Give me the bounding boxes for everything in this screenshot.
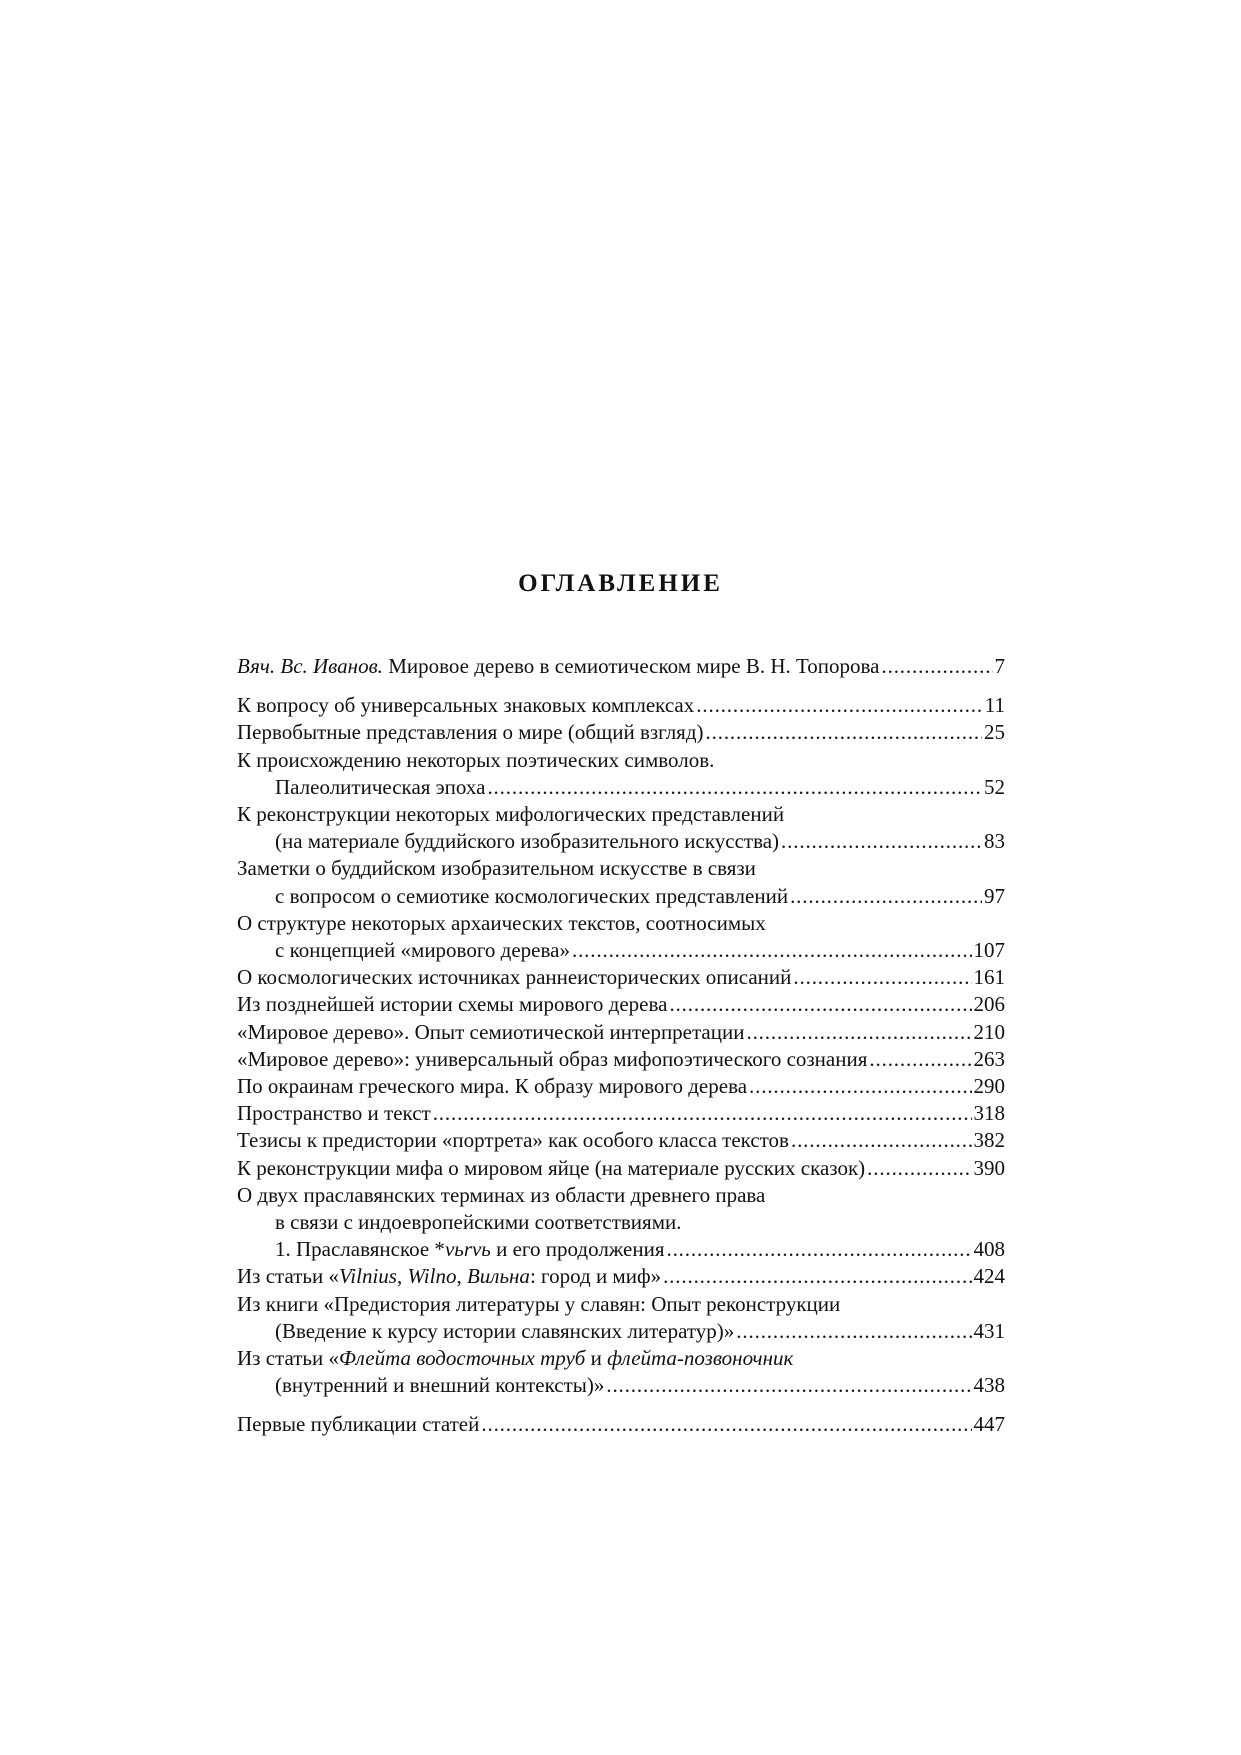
- toc-entry-title: «Мировое дерево». Опыт семиотической интерпретации: [237, 1019, 745, 1044]
- italic-term: Вильна: [466, 1264, 530, 1289]
- toc-entry-line: Из книги «Предистория литературы у славян: Опыт реконструкции: [237, 1291, 841, 1316]
- toc-entry[interactable]: [237, 855, 1005, 909]
- toc-entry-title: с вопросом о семиотике космологических представлений: [275, 883, 789, 908]
- table-of-contents: [237, 653, 1005, 1439]
- toc-entry-title: Палеолитическая эпоха: [275, 774, 486, 799]
- dot-leader: [791, 1127, 972, 1154]
- dot-leader: [663, 1263, 971, 1290]
- toc-entry-line: К происхождению некоторых поэтических символов.: [237, 747, 715, 772]
- toc-entry-line: К реконструкции некоторых мифологических представлений: [237, 802, 785, 827]
- toc-entry[interactable]: [237, 692, 1005, 719]
- toc-entry-title: (Введение к курсу истории славянских литератур)»: [275, 1318, 735, 1343]
- dot-leader: [572, 937, 972, 964]
- toc-entry[interactable]: [237, 1345, 1005, 1399]
- toc-page-number: 107: [973, 938, 1005, 963]
- toc-entry-line: Из статьи «Флейта водосточных труб и флейта-позвоночник: [237, 1346, 794, 1371]
- dot-leader: [869, 1046, 971, 1073]
- toc-entry-title: (на материале буддийского изобразительного искусства): [275, 829, 780, 854]
- toc-entry-title: Из позднейшей истории схемы мирового дерева: [237, 992, 668, 1017]
- toc-entry[interactable]: [237, 1073, 1005, 1100]
- toc-entry-title: К вопросу об универсальных знаковых комплексах: [237, 693, 695, 718]
- dot-leader: [746, 1019, 971, 1046]
- toc-entry-line: Заметки о буддийском изобразительном искусстве в связи: [237, 856, 756, 881]
- toc-entry-title: Тезисы к предистории «портрета» как особого класса текстов: [237, 1128, 789, 1153]
- toc-entry-title: Первые публикации статей: [237, 1412, 480, 1437]
- toc-entry[interactable]: [237, 1182, 1005, 1264]
- toc-entry-title: (внутренний и внешний контексты)»: [275, 1373, 605, 1398]
- toc-entry[interactable]: [237, 719, 1005, 746]
- toc-page-number: 206: [973, 992, 1005, 1017]
- toc-entry-title: с концепцией «мирового дерева»: [275, 938, 570, 963]
- toc-page-number: 7: [994, 654, 1005, 678]
- toc-page-number: 424: [973, 1264, 1005, 1289]
- toc-entry[interactable]: [237, 1100, 1005, 1127]
- toc-entry[interactable]: [237, 1019, 1005, 1046]
- italic-term: Флейта водосточных труб: [339, 1346, 586, 1371]
- toc-page-number: 438: [973, 1373, 1005, 1398]
- toc-entry[interactable]: [237, 1291, 1005, 1345]
- toc-entry-line: в связи с индоевропейскими соответствиями.: [275, 1210, 682, 1235]
- toc-entry[interactable]: [237, 801, 1005, 855]
- toc-page-number: 290: [973, 1074, 1005, 1099]
- toc-entry-title: Первобытные представления о мире (общий взгляд): [237, 720, 704, 745]
- dot-leader: [706, 719, 982, 746]
- toc-page-number: 318: [973, 1101, 1005, 1126]
- toc-entry-line: О двух праславянских терминах из области древнего права: [237, 1182, 766, 1207]
- dot-leader: [669, 991, 971, 1018]
- toc-page-number: 52: [984, 774, 1005, 799]
- toc-entry[interactable]: [237, 653, 1005, 680]
- toc-page-number: 83: [984, 829, 1005, 854]
- dot-leader: [790, 883, 982, 910]
- toc-page-number: 431: [973, 1318, 1005, 1343]
- toc-page-number: 25: [984, 720, 1005, 745]
- toc-page-number: 390: [973, 1155, 1005, 1180]
- toc-entry[interactable]: [237, 1263, 1005, 1290]
- toc-entry-title: Из статьи «Vilnius, Wilno, Вильна: город и миф»: [237, 1264, 662, 1289]
- toc-entry-title: Пространство и текст: [237, 1101, 431, 1126]
- toc-entry-title: К реконструкции мифа о мировом яйце (на материале русских сказок): [237, 1155, 866, 1180]
- dot-leader: [487, 774, 982, 801]
- dot-leader: [696, 692, 983, 719]
- toc-entry[interactable]: [237, 1127, 1005, 1154]
- italic-term: vьrvь: [444, 1237, 491, 1262]
- dot-leader: [867, 1155, 971, 1182]
- dot-leader: [666, 1236, 971, 1263]
- toc-entry[interactable]: [237, 1411, 1005, 1438]
- italic-term: Vilnius: [339, 1264, 397, 1289]
- toc-entry[interactable]: [237, 1155, 1005, 1182]
- dot-leader: [749, 1073, 971, 1100]
- italic-term: Wilno: [407, 1264, 457, 1289]
- toc-page-number: 382: [973, 1128, 1005, 1153]
- toc-page-number: 447: [973, 1412, 1005, 1437]
- toc-page-number: 263: [973, 1046, 1005, 1071]
- toc-entry-title: «Мировое дерево»: универсальный образ мифопоэтического сознания: [237, 1046, 868, 1071]
- toc-entry-title: Вяч. Вс. Иванов. Мировое дерево в семиотическом мире В. Н. Топорова: [237, 654, 880, 678]
- toc-entry-title: О космологических источниках раннеисторических описаний: [237, 965, 792, 990]
- dot-leader: [781, 828, 982, 855]
- toc-page-number: 408: [973, 1237, 1005, 1262]
- dot-leader: [606, 1372, 971, 1399]
- dot-leader: [882, 653, 993, 680]
- page-title: ОГЛАВЛЕНИЕ: [518, 570, 723, 597]
- toc-entry[interactable]: [237, 747, 1005, 801]
- toc-entry[interactable]: [237, 1046, 1005, 1073]
- toc-page-number: 97: [984, 883, 1005, 908]
- toc-entry-title: 1. Праславянское *vьrvь и его продолжения: [275, 1237, 665, 1262]
- toc-entry-line: О структуре некоторых архаических текстов, соотносимых: [237, 910, 766, 935]
- dot-leader: [793, 964, 971, 991]
- dot-leader: [736, 1318, 971, 1345]
- toc-entry[interactable]: [237, 991, 1005, 1018]
- dot-leader: [481, 1411, 971, 1438]
- toc-page-number: 11: [984, 693, 1005, 718]
- toc-entry-author: Вяч. Вс. Иванов.: [237, 654, 383, 678]
- toc-page-number: 210: [973, 1019, 1005, 1044]
- toc-entry-title: По окраинам греческого мира. К образу мирового дерева: [237, 1074, 748, 1099]
- toc-entry[interactable]: [237, 964, 1005, 991]
- toc-page-number: 161: [973, 965, 1005, 990]
- toc-entry[interactable]: [237, 910, 1005, 964]
- italic-term: флейта-позвоночник: [607, 1346, 794, 1371]
- dot-leader: [433, 1100, 972, 1127]
